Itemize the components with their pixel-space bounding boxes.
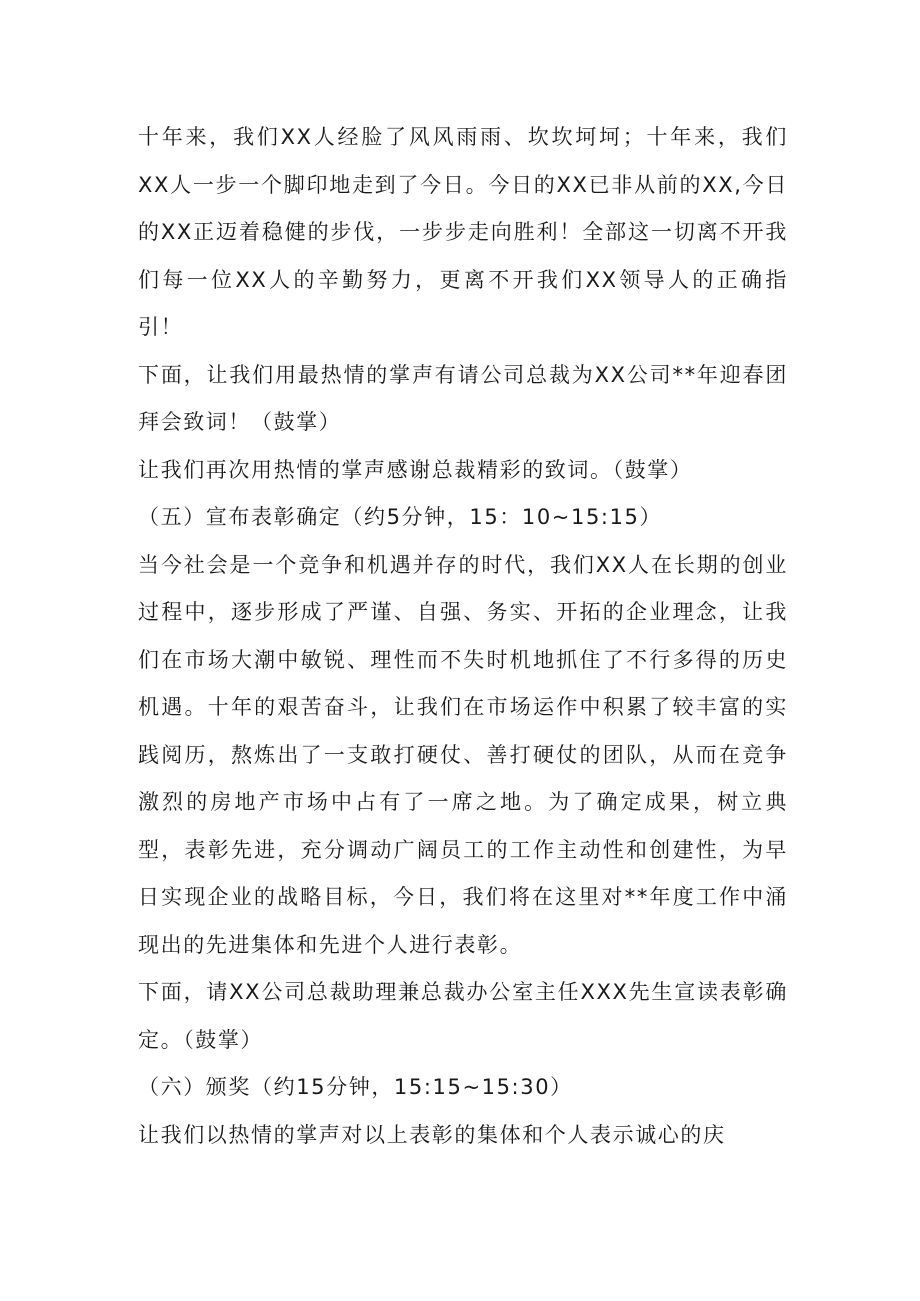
paragraph-award-applause: 让我们以热情的掌声对以上表彰的集体和个人表示诚心的庆 [138, 1122, 726, 1147]
section-heading-six: （六）颁奖（约15分钟，15:15~15:30） [138, 1075, 573, 1099]
section-heading-five: （五）宣布表彰确定（约5分钟，15：10~15:15） [138, 505, 663, 529]
paragraph-president-invite: 下面，让我们用最热情的掌声有请公司总裁为XX公司**年迎春团拜会致词！（鼓掌） [138, 362, 788, 434]
paragraph-ten-years: 十年来，我们XX人经脸了风风雨雨、坎坎坷坷；十年来，我们XX人一步一个脚印地走到了今日。今日的XX已非从前的XX,今日的XX正迈着稳健的步伐，一步步走向胜利！全部这一切离不开我们每一位XX人的辛勤努力，更离不开我们XX领导人的正确指引！ [138, 125, 788, 339]
paragraph-thanks: 让我们再次用热情的掌声感谢总裁精彩的致词。（鼓掌） [138, 457, 693, 482]
paragraph-commendation-intro: 当今社会是一个竞争和机遇并存的时代，我们XX人在长期的创业过程中，逐步形成了严谨、自强、务实、开拓的企业理念，让我们在市场大潮中敏锐、理性而不失时机地抓住了不行多得的历史机遇。十年的艰苦奋斗，让我们在市场运作中积累了较丰富的实践阅历，熬炼出了一支敢打硬仗、善打硬仗的团队，从而在竞争激烈的房地产市场中占有了一席之地。为了确定成果，树立典型，表彰先进，充分调动广阔员工的工作主动性和创建性，为早日实现企业的战略目标，今日，我们将在这里对**年度工作中涌现出的先进集体和先进个人进行表彰。 [138, 552, 788, 957]
document-body [138, 114, 788, 1159]
paragraph-read-decision: 下面，请XX公司总裁助理兼总裁办公室主任XXX先生宣读表彰确定。（鼓掌） [138, 980, 788, 1052]
